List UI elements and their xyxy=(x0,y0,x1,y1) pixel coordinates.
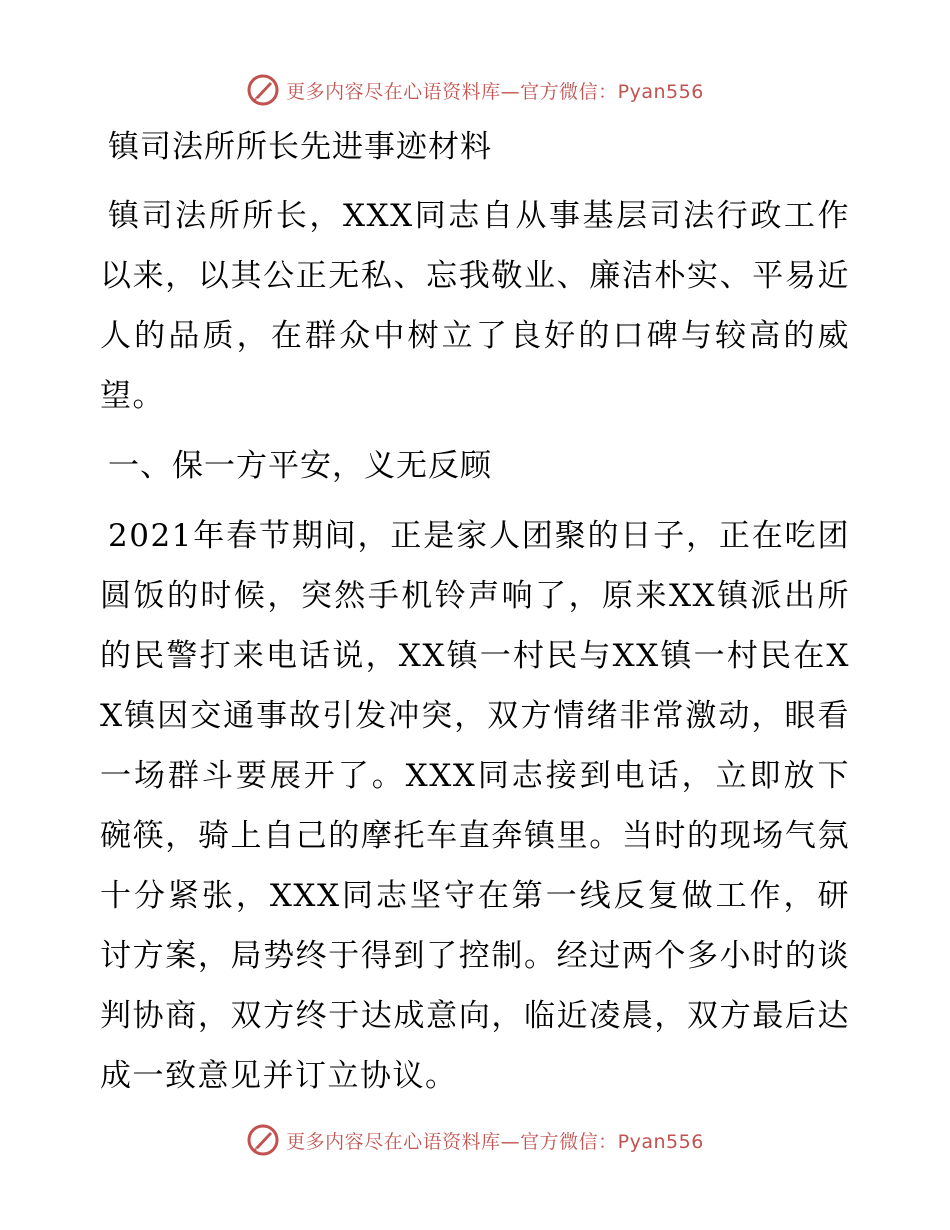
intro-paragraph: 镇司法所所长，XXX同志自从事基层司法行政工作以来，以其公正无私、忘我敬业、廉洁朴实、平易近人的品质，在群众中树立了良好的口碑与较高的威望。 xyxy=(100,198,850,414)
quill-pen-logo-icon xyxy=(246,73,280,107)
quill-pen-logo-icon xyxy=(246,1123,280,1157)
watermark-text: 更多内容尽在心语资料库—官方微信：Pyan556 xyxy=(286,1130,704,1153)
footer-watermark xyxy=(0,1120,950,1160)
watermark-text: 更多内容尽在心语资料库—官方微信：Pyan556 xyxy=(286,80,704,103)
header-watermark xyxy=(0,70,950,110)
section-heading: 一、保一方平安，义无反顾 xyxy=(108,448,492,484)
section-paragraph: 2021年春节期间，正是家人团聚的日子，正在吃团圆饭的时候，突然手机铃声响了，原来XX镇派出所的民警打来电话说，XX镇一村民与XX镇一村民在XX镇因交通事故引发冲突，双方情绪非常激动，眼看一场群斗要展开了。XXX同志接到电话，立即放下碗筷，骑上自己的摩托车直奔镇里。当时的现场气氛十分紧张，XXX同志坚守在第一线反复做工作，研讨方案，局势终于得到了控制。经过两个多小时的谈判协商，双方终于达成意向，临近凌晨，双方最后达成一致意见并订立协议。 xyxy=(100,518,850,1094)
document-title: 镇司法所所长先进事迹材料 xyxy=(108,129,492,165)
document-body xyxy=(100,118,850,1106)
